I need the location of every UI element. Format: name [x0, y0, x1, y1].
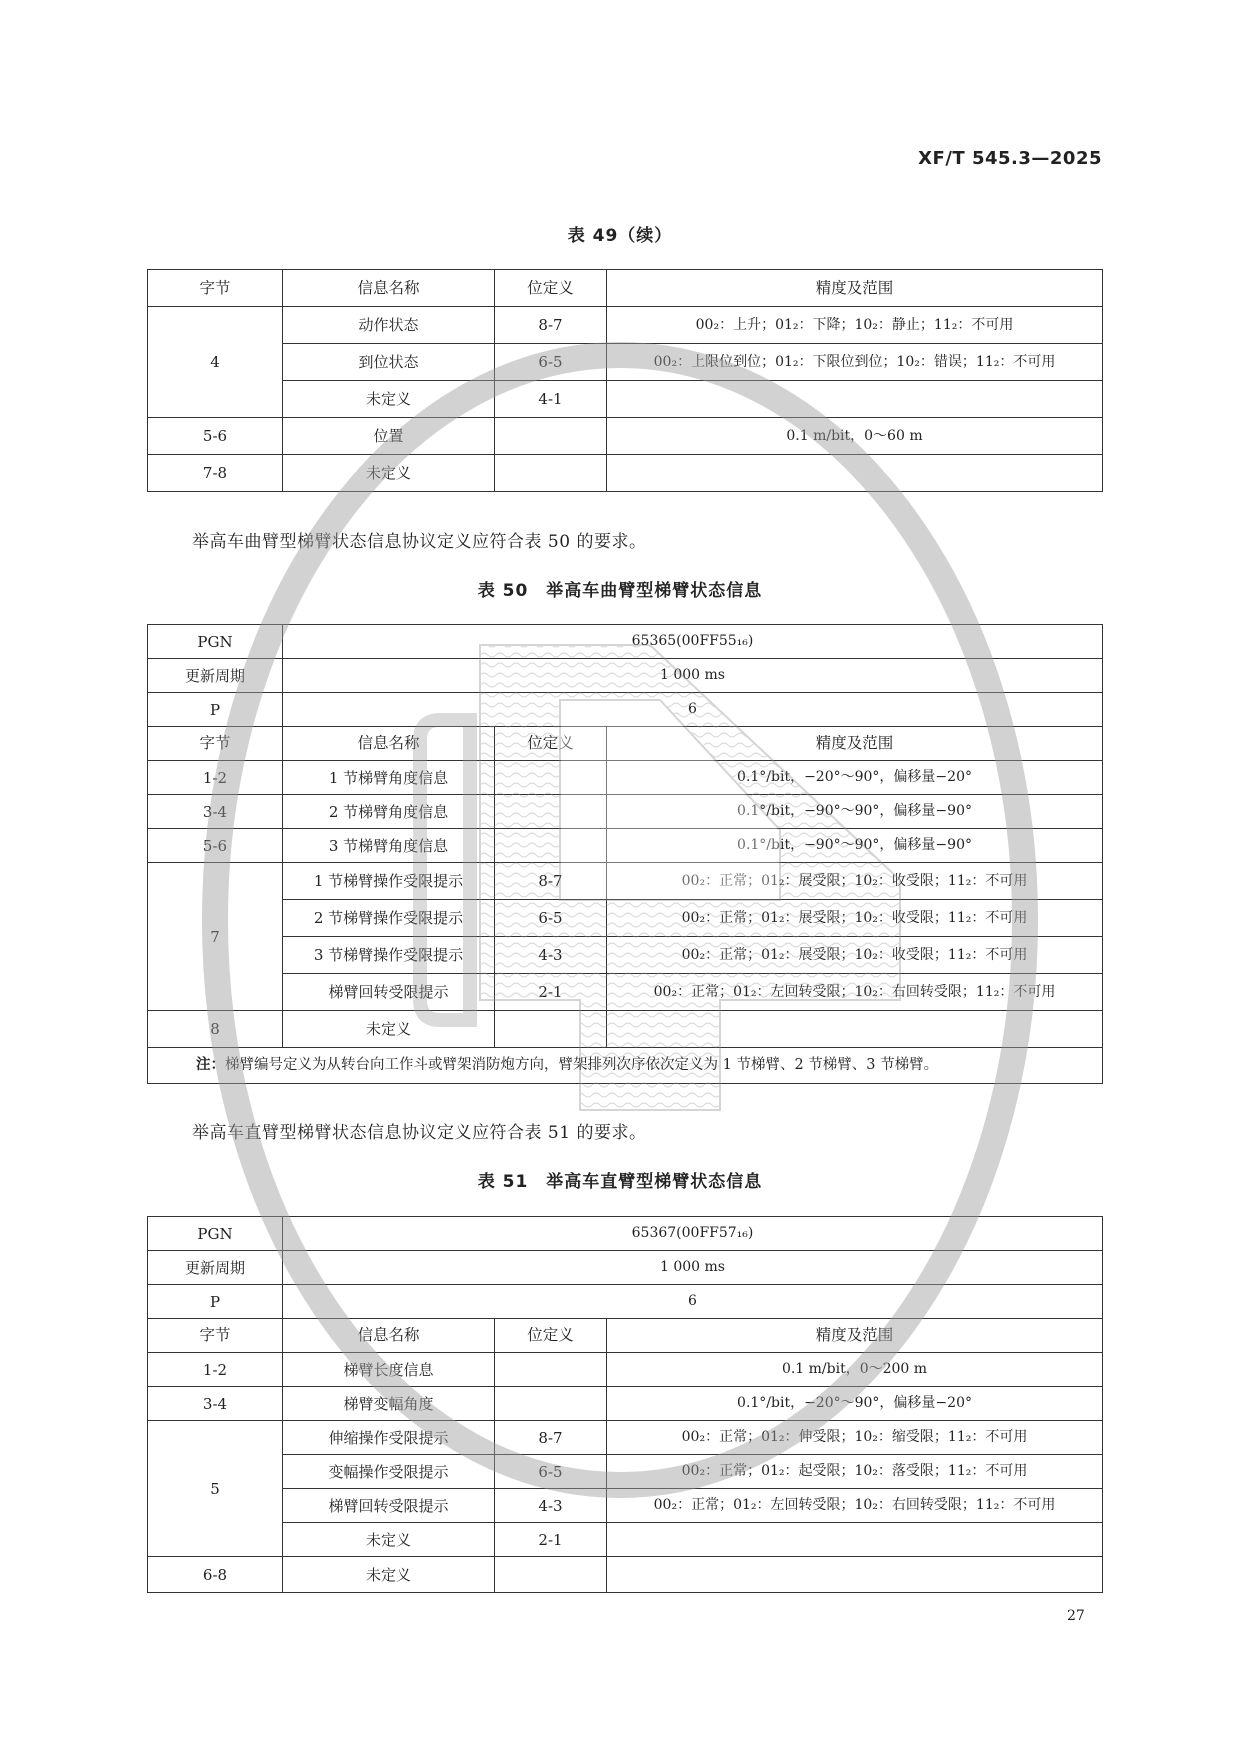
range-cell: 0.1 m/bit，0～60 m — [607, 418, 1103, 455]
period-value: 1 000 ms — [283, 1251, 1103, 1285]
byte-cell: 5-6 — [148, 418, 283, 455]
header-bits: 位定义 — [495, 270, 607, 307]
byte-cell: 7 — [148, 863, 283, 1011]
bits-cell: 8-7 — [495, 1421, 607, 1455]
table-row — [148, 344, 1103, 381]
table-row — [148, 418, 1103, 455]
bits-cell: 6-5 — [495, 344, 607, 381]
paragraph-table-51-ref: 举高车直臂型梯臂状态信息协议定义应符合表 51 的要求。 — [192, 1123, 647, 1143]
header-range: 精度及范围 — [607, 1319, 1103, 1353]
name-cell: 未定义 — [283, 455, 495, 492]
bits-cell: 6-5 — [495, 1455, 607, 1489]
pgn-label: PGN — [148, 625, 283, 659]
header-byte: 字节 — [148, 270, 283, 307]
range-cell: 0.1 m/bit，0～200 m — [607, 1353, 1103, 1387]
table-row — [148, 1523, 1103, 1557]
byte-cell: 7-8 — [148, 455, 283, 492]
table-row — [148, 974, 1103, 1011]
table-row — [148, 863, 1103, 900]
range-cell: 0.1°/bit，−20°～90°，偏移量−20° — [607, 1387, 1103, 1421]
range-cell: 00₂：上限位到位；01₂：下限位到位；10₂：错误；11₂：不可用 — [607, 344, 1103, 381]
bits-cell: 4-3 — [495, 1489, 607, 1523]
table-row — [148, 307, 1103, 344]
name-cell: 2 节梯臂操作受限提示 — [283, 900, 495, 937]
range-cell: 00₂：正常；01₂：伸受限；10₂：缩受限；11₂：不可用 — [607, 1421, 1103, 1455]
bits-cell — [495, 418, 607, 455]
bits-cell — [495, 1353, 607, 1387]
byte-cell: 4 — [148, 307, 283, 418]
byte-cell: 1-2 — [148, 1353, 283, 1387]
name-cell: 位置 — [283, 418, 495, 455]
byte-cell: 8 — [148, 1011, 283, 1048]
range-cell: 0.1°/bit，−90°～90°，偏移量−90° — [607, 829, 1103, 863]
byte-cell: 5-6 — [148, 829, 283, 863]
bits-cell — [495, 761, 607, 795]
paragraph-table-50-ref: 举高车曲臂型梯臂状态信息协议定义应符合表 50 的要求。 — [192, 532, 647, 552]
standard-code: XF/T 545.3—2025 — [918, 148, 1102, 169]
byte-cell: 1-2 — [148, 761, 283, 795]
table-row — [148, 1557, 1103, 1593]
name-cell: 梯臂回转受限提示 — [283, 1489, 495, 1523]
table-50 — [147, 624, 1103, 1084]
header-range: 精度及范围 — [607, 727, 1103, 761]
name-cell: 3 节梯臂操作受限提示 — [283, 937, 495, 974]
range-cell: 00₂：正常；01₂：左回转受限；10₂：右回转受限；11₂：不可用 — [607, 974, 1103, 1011]
name-cell: 未定义 — [283, 1011, 495, 1048]
range-cell: 00₂：上升；01₂：下降；10₂：静止；11₂：不可用 — [607, 307, 1103, 344]
note-text: 梯臂编号定义为从转台向工作斗或臂架消防炮方向，臂架排列次序依次定义为 1 节梯臂、2 节梯臂、3 节梯臂。 — [225, 1056, 939, 1073]
table-note-row — [148, 1048, 1103, 1084]
table-51-caption: 表 51 举高车直臂型梯臂状态信息 — [477, 1172, 763, 1192]
name-cell: 1 节梯臂角度信息 — [283, 761, 495, 795]
byte-cell: 3-4 — [148, 795, 283, 829]
table-row — [148, 381, 1103, 418]
table-row — [148, 1489, 1103, 1523]
note-label: 注： — [196, 1056, 225, 1073]
bits-cell — [495, 829, 607, 863]
table-row — [148, 937, 1103, 974]
name-cell: 未定义 — [283, 1557, 495, 1593]
table-50-caption: 表 50 举高车曲臂型梯臂状态信息 — [477, 581, 763, 601]
header-byte: 字节 — [148, 727, 283, 761]
name-cell: 2 节梯臂角度信息 — [283, 795, 495, 829]
priority-label: P — [148, 1285, 283, 1319]
name-cell: 未定义 — [283, 381, 495, 418]
table-row — [148, 761, 1103, 795]
range-cell: 00₂：正常；01₂：展受限；10₂：收受限；11₂：不可用 — [607, 937, 1103, 974]
range-cell — [607, 381, 1103, 418]
range-cell — [607, 1523, 1103, 1557]
bits-cell — [495, 1011, 607, 1048]
priority-value: 6 — [283, 1285, 1103, 1319]
bits-cell — [495, 1387, 607, 1421]
bits-cell: 8-7 — [495, 863, 607, 900]
bits-cell: 8-7 — [495, 307, 607, 344]
table-row — [148, 1387, 1103, 1421]
table-row — [148, 795, 1103, 829]
name-cell: 到位状态 — [283, 344, 495, 381]
range-cell: 0.1°/bit，−20°～90°，偏移量−20° — [607, 761, 1103, 795]
header-name: 信息名称 — [283, 270, 495, 307]
header-byte: 字节 — [148, 1319, 283, 1353]
table-49 — [147, 269, 1103, 492]
table-row — [148, 829, 1103, 863]
bits-cell: 4-1 — [495, 381, 607, 418]
table-row — [148, 1421, 1103, 1455]
table-row — [148, 1353, 1103, 1387]
header-bits: 位定义 — [495, 1319, 607, 1353]
name-cell: 1 节梯臂操作受限提示 — [283, 863, 495, 900]
range-cell — [607, 1557, 1103, 1593]
range-cell: 00₂：正常；01₂：起受限；10₂：落受限；11₂：不可用 — [607, 1455, 1103, 1489]
pgn-value: 65367(00FF57₁₆) — [283, 1217, 1103, 1251]
priority-value: 6 — [283, 693, 1103, 727]
range-cell: 00₂：正常；01₂：左回转受限；10₂：右回转受限；11₂：不可用 — [607, 1489, 1103, 1523]
page-number: 27 — [1067, 1608, 1085, 1624]
bits-cell — [495, 1557, 607, 1593]
bits-cell: 2-1 — [495, 1523, 607, 1557]
name-cell: 梯臂变幅角度 — [283, 1387, 495, 1421]
name-cell: 梯臂回转受限提示 — [283, 974, 495, 1011]
table-note — [148, 1048, 1103, 1084]
name-cell: 梯臂长度信息 — [283, 1353, 495, 1387]
period-label: 更新周期 — [148, 1251, 283, 1285]
byte-cell: 6-8 — [148, 1557, 283, 1593]
table-row — [148, 455, 1103, 492]
table-49-caption: 表 49（续） — [567, 226, 673, 246]
period-value: 1 000 ms — [283, 659, 1103, 693]
table-51 — [147, 1216, 1103, 1593]
range-cell — [607, 455, 1103, 492]
priority-label: P — [148, 693, 283, 727]
byte-cell: 3-4 — [148, 1387, 283, 1421]
name-cell: 伸缩操作受限提示 — [283, 1421, 495, 1455]
byte-cell: 5 — [148, 1421, 283, 1557]
bits-cell: 4-3 — [495, 937, 607, 974]
pgn-label: PGN — [148, 1217, 283, 1251]
name-cell: 3 节梯臂角度信息 — [283, 829, 495, 863]
table-row — [148, 900, 1103, 937]
name-cell: 变幅操作受限提示 — [283, 1455, 495, 1489]
range-cell: 00₂：正常；01₂：展受限；10₂：收受限；11₂：不可用 — [607, 900, 1103, 937]
header-bits: 位定义 — [495, 727, 607, 761]
bits-cell: 6-5 — [495, 900, 607, 937]
period-label: 更新周期 — [148, 659, 283, 693]
name-cell: 动作状态 — [283, 307, 495, 344]
range-cell: 0.1°/bit，−90°～90°，偏移量−90° — [607, 795, 1103, 829]
table-row — [148, 1011, 1103, 1048]
header-name: 信息名称 — [283, 1319, 495, 1353]
name-cell: 未定义 — [283, 1523, 495, 1557]
bits-cell — [495, 455, 607, 492]
range-cell: 00₂：正常；01₂：展受限；10₂：收受限；11₂：不可用 — [607, 863, 1103, 900]
range-cell — [607, 1011, 1103, 1048]
header-name: 信息名称 — [283, 727, 495, 761]
pgn-value: 65365(00FF55₁₆) — [283, 625, 1103, 659]
bits-cell: 2-1 — [495, 974, 607, 1011]
table-row — [148, 1455, 1103, 1489]
bits-cell — [495, 795, 607, 829]
header-range: 精度及范围 — [607, 270, 1103, 307]
